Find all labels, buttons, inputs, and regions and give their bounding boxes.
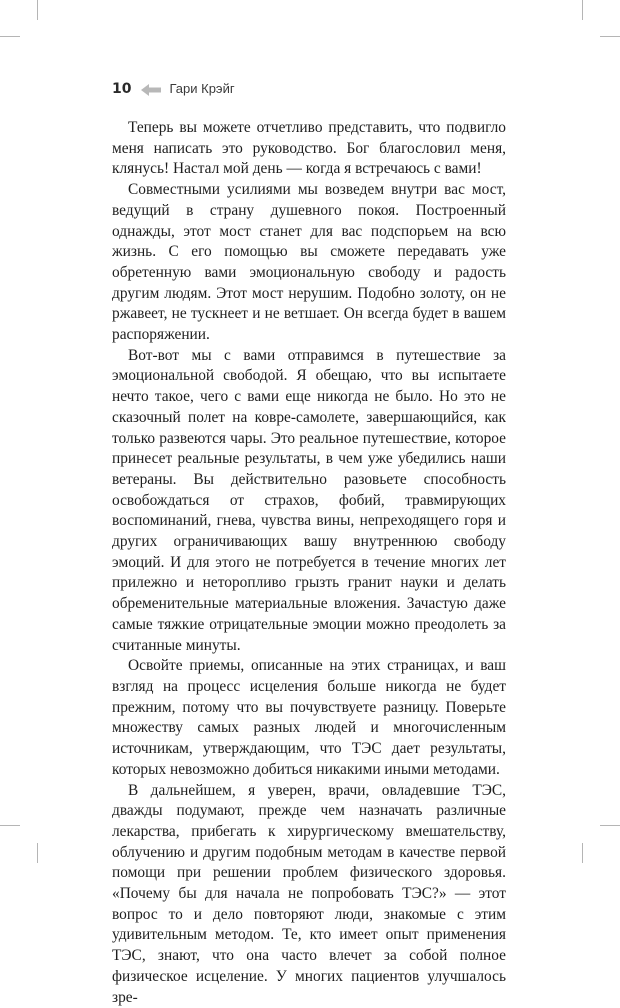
running-header-author: Гари Крэйг [169,80,234,98]
crop-mark-top-left-vertical [37,0,38,20]
paragraph: Совместными усилиями мы возведем внутри вас мост, ведущий в страну душевного покоя. Построенный однажды, этот мост станет для вас подспорьем на всю жизнь. С его помощью вы сможете передавать уже обретенную вами эмоциональную свободу и радость другим людям. Этот мост нерушим. Подобно золоту, он не ржавеет, не тускнеет и не ветшает. Он всегда будет в вашем распоряжении. [112,180,506,346]
page-body [112,118,506,1008]
crop-mark-bottom-left-vertical [37,843,38,863]
crop-mark-top-right-vertical [582,0,583,20]
paragraph: В дальнейшем, я уверен, врачи, овладевшие ТЭС, дважды подумают, прежде чем назначать различные лекарства, прибегать к хирургическому вмешательству, облучению и другим подобным методам в качестве первой помощи при решении проблем физического здоровья. «Почему бы для начала не попробовать ТЭС?» — этот вопрос то и дело повторяют люди, знакомые с этим удивительным методом. Те, кто имеет опыт применения ТЭС, знают, что она часто влечет за собой полное физическое исцеление. У многих пациентов улучшалось зре- [112,781,506,1008]
left-arrow-icon [141,83,161,95]
crop-mark-bottom-right-vertical [582,843,583,863]
paragraph: Теперь вы можете отчетливо представить, что подвигло меня написать это руководство. Бог благословил меня, клянусь! Настал мой день — когда я встречаюсь с вами! [112,118,506,180]
crop-mark-bottom-left-horizontal [0,825,20,826]
crop-mark-bottom-right-horizontal [600,825,620,826]
crop-mark-top-right-horizontal [600,36,620,37]
page-number: 10 [112,80,131,98]
paragraph: Вот-вот мы с вами отправимся в путешествие за эмоциональной свободой. Я обещаю, что вы испытаете нечто такое, чего с вами еще никогда не было. Но это не сказочный полет на ковре-самолете, завершающийся, как только развеются чары. Это реальное путешествие, которое принесет реальные результаты, в чем уже убедились наши ветераны. Вы действительно разовьете способность освобождаться от страхов, фобий, травмирующих воспоминаний, гнева, чувства вины, непреходящего горя и других ограничивающих вашу внутреннюю свободу эмоций. И для этого не потребуется в течение многих лет прилежно и неторопливо грызть гранит науки и делать обременительные материальные вложения. Зачастую даже самые тяжкие отрицательные эмоции можно преодолеть за считанные минуты. [112,346,506,657]
crop-mark-top-left-horizontal [0,36,20,37]
paragraph: Освойте приемы, описанные на этих страницах, и ваш взгляд на процесс исцеления больше никогда не будет прежним, потому что вы почувствуете разницу. Поверьте множеству самых разных людей и многочисленным источникам, утверждающим, что ТЭС дает результаты, которых невозможно добиться никакими иными методами. [112,656,506,780]
running-header [112,80,235,98]
